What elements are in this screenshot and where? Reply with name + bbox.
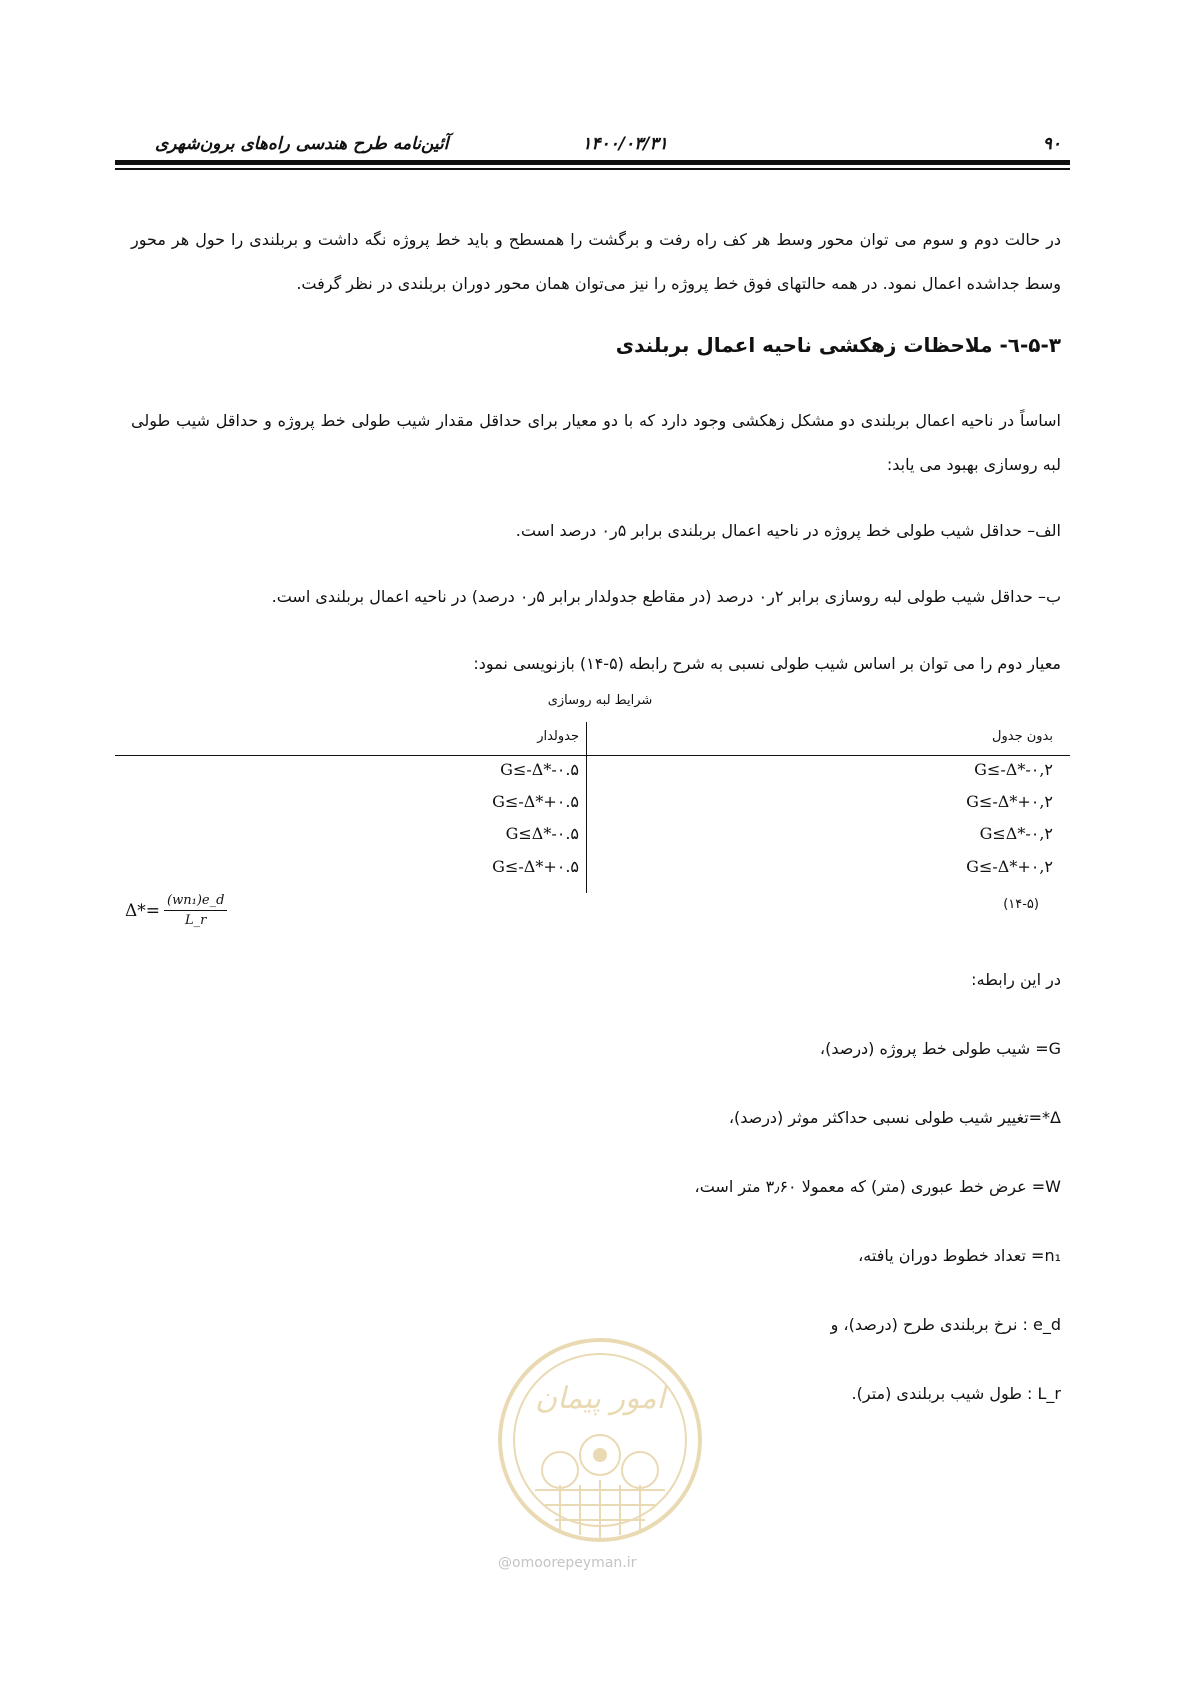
formula-fraction <box>164 893 227 928</box>
table-cell-curbed: G≤-Δ*+۰.۵ <box>492 792 579 811</box>
formula-lhs: Δ*= <box>125 900 161 921</box>
table-cell-curbed: G≤Δ*-۰.۵ <box>505 824 579 843</box>
definition-item: G= شیب طولی خط پروژه (درصد)، <box>819 1039 1061 1058</box>
header-date: ۱۴۰۰/۰۳/۳۱ <box>582 134 668 154</box>
table-column-divider <box>586 722 587 893</box>
page-number: ۹۰ <box>1042 134 1061 154</box>
table-caption: شرایط لبه روسازی <box>547 693 653 708</box>
header-rule-thin <box>115 168 1070 170</box>
formula-denominator: L_r <box>185 913 207 928</box>
definition-item: Δ*=تغییر شیب طولی نسبی حداکثر موثر (درصد)، <box>728 1108 1061 1127</box>
intro-paragraph: در حالت دوم و سوم می توان محور وسط هر کف راه رفت و برگشت را همسطح و باید خط پروژه نگه داشت و بربلندی را حول هر محور وسط جداشده اعمال نمود. در همه حالتهای فوق خط پروژه را نیز می‌توان همان محور دوران بربلندی در نظر گرفت. <box>131 230 1061 293</box>
definition-item: W= عرض خط عبوری (متر) که معمولا ۳٫۶۰ متر است، <box>694 1177 1061 1196</box>
criterion-text: معیار دوم را می توان بر اساس شیب طولی نسبی به شرح رابطه (۵-۱۴) بازنویسی نمود: <box>473 654 1061 673</box>
svg-text:امور پیمان: امور پیمان <box>535 1381 665 1416</box>
formula-numerator: (wn₁)e_d <box>164 893 227 911</box>
table-cell-no-curb: G≤-Δ*+۰,۲ <box>966 857 1053 876</box>
column-header-no-curb: بدون جدول <box>992 729 1053 744</box>
definition-item: n₁= تعداد خطوط دوران یافته، <box>858 1246 1061 1265</box>
header-title: آئین‌نامه طرح هندسی راه‌های برون‌شهری <box>155 134 449 154</box>
table-cell-no-curb: G≤-Δ*-۰,۲ <box>974 760 1053 779</box>
section-paragraph: اساساً در ناحیه اعمال بربلندی دو مشکل زهکشی وجود دارد که با دو معیار برای حداقل مقدار شیب طولی خط پروژه و حداقل شیب طولی لبه روسازی بهبود می یابد: <box>131 411 1061 474</box>
definitions-intro: در این رابطه: <box>971 970 1061 989</box>
table-cell-curbed: G≤-Δ*+۰.۵ <box>492 857 579 876</box>
omoorepeyman-watermark-logo <box>490 1330 710 1570</box>
item-b: ب– حداقل شیب طولی لبه روسازی برابر ۲ر۰ درصد (در مقاطع جدولدار برابر ۵ر۰ درصد) در ناحیه اعمال بربلندی است. <box>271 587 1061 606</box>
table-cell-no-curb: G≤-Δ*+۰,۲ <box>966 792 1053 811</box>
header-rule-thick <box>115 160 1070 165</box>
watermark-caption: @omoorepeyman.ir <box>498 1555 637 1571</box>
equation-number: (۱۴-۵) <box>1003 897 1039 912</box>
delta-formula <box>125 893 227 928</box>
section-heading: ۵-۳-٦- ملاحظات زهکشی ناحیه اعمال بربلندی <box>615 333 1061 357</box>
item-a: الف– حداقل شیب طولی خط پروژه در ناحیه اعمال بربلندی برابر ۵ر۰ درصد است. <box>515 521 1061 540</box>
definition-item: L_r : طول شیب بربلندی (متر). <box>851 1384 1061 1403</box>
definition-item: e_d : نرخ بربلندی طرح (درصد)، و <box>830 1315 1061 1334</box>
table-cell-no-curb: G≤Δ*-۰,۲ <box>979 824 1053 843</box>
table-header-rule <box>115 755 1070 756</box>
table-cell-curbed: G≤-Δ*-۰.۵ <box>500 760 579 779</box>
column-header-curbed: جدولدار <box>537 729 579 744</box>
